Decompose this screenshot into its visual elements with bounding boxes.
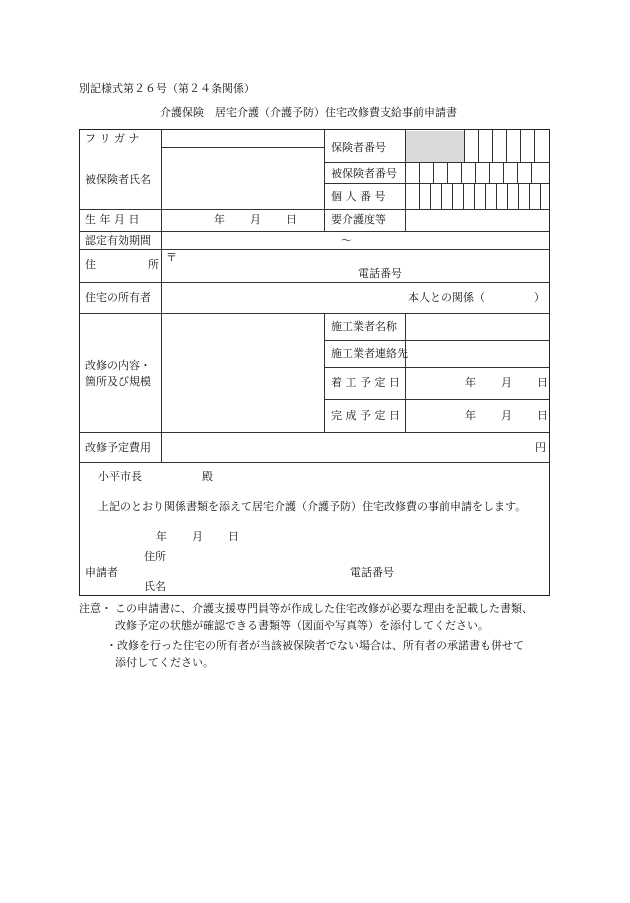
birth-month-unit: 月	[250, 213, 261, 226]
contractor-contact-input[interactable]	[408, 343, 550, 367]
row-line	[325, 399, 549, 400]
start-date-label: 着 工 予 定 日	[331, 376, 400, 389]
digit-box-line	[529, 183, 530, 209]
digit-box-line	[463, 183, 464, 209]
row-line	[325, 367, 549, 368]
digit-box-line	[506, 130, 507, 162]
insured-name-input[interactable]	[164, 149, 326, 209]
address-label-2: 所	[148, 258, 159, 271]
digit-box-line	[430, 183, 431, 209]
digit-box-line	[517, 162, 518, 183]
row-line	[80, 462, 549, 463]
personal-number-label: 個 人 番 号	[331, 190, 386, 203]
insured-number-label: 被保険者番号	[331, 167, 397, 180]
digit-box-line	[478, 130, 479, 162]
renovation-input[interactable]	[164, 316, 326, 432]
cert-period-input[interactable]	[408, 234, 550, 250]
form-title: 介護保険 居宅介護（介護予防）住宅改修費支給事前申請書	[160, 106, 457, 119]
digit-box-line	[474, 183, 475, 209]
digit-box-line	[433, 162, 434, 183]
end-month-unit: 月	[501, 409, 512, 422]
address-input[interactable]	[180, 251, 544, 267]
digit-box-line	[452, 183, 453, 209]
start-year-unit: 年	[465, 376, 476, 389]
digit-box-line	[475, 162, 476, 183]
birth-year-unit: 年	[214, 213, 225, 226]
insurer-number-label: 保険者番号	[331, 141, 386, 154]
row-line	[80, 282, 549, 283]
row-line	[325, 183, 549, 184]
end-date-label: 完 成 予 定 日	[331, 409, 400, 422]
form-number: 別記様式第２６号（第２４条関係）	[79, 82, 255, 95]
address-phone-label: 電話番号	[358, 267, 402, 280]
insured-name-label: 被保険者氏名	[85, 173, 151, 186]
start-day-unit: 日	[537, 376, 548, 389]
digit-box-line	[492, 130, 493, 162]
honorific-label: 殿	[202, 470, 213, 483]
furigana-input[interactable]	[164, 131, 326, 148]
start-month-unit: 月	[501, 376, 512, 389]
digit-box-line	[419, 162, 420, 183]
period-tilde: 〜	[341, 234, 352, 247]
application-form-table	[79, 129, 550, 596]
digit-box-line	[507, 183, 508, 209]
renovation-label: 改修の内容・ 箇所及び規模	[85, 359, 151, 388]
row-line	[80, 231, 549, 232]
row-line	[80, 209, 549, 210]
cost-label: 改修予定費用	[85, 441, 151, 454]
digit-box-line	[489, 162, 490, 183]
cert-period-label: 認定有効期間	[85, 234, 151, 247]
label-column-line	[161, 130, 162, 462]
note-line-3: ・改修を行った住宅の所有者が当該被保険者でない場合は、所有者の承諾書も併せて	[106, 639, 524, 652]
digit-box-line	[461, 162, 462, 183]
digit-box-line	[441, 183, 442, 209]
application-day-unit: 日	[228, 530, 239, 543]
digit-box-line	[520, 130, 521, 162]
owner-label: 住宅の所有者	[85, 291, 151, 304]
row-line	[80, 432, 549, 433]
birth-day-unit: 日	[286, 213, 297, 226]
digit-box-line	[531, 162, 532, 183]
end-day-unit: 日	[537, 409, 548, 422]
note-line-1: この申請書に、介護支援専門員等が作成した住宅改修が必要な理由を記載した書類、	[115, 602, 533, 615]
end-year-unit: 年	[465, 409, 476, 422]
addressee-label: 小平市長	[98, 470, 142, 483]
relation-close: ）	[534, 291, 545, 304]
row-line	[325, 162, 549, 163]
note-line-2: 改修予定の状態が確認できる書類等（図面や写真等）を添付してください。	[115, 619, 489, 632]
furigana-label: フ リ ガ ナ	[85, 132, 140, 145]
digit-box-line	[447, 162, 448, 183]
declaration-statement: 上記のとおり関係書類を添えて居宅介護（介護予防）住宅改修費の事前申請をします。	[98, 500, 527, 513]
digit-box-line	[534, 130, 535, 162]
application-month-unit: 月	[192, 530, 203, 543]
owner-input[interactable]	[164, 284, 398, 313]
contractor-name-input[interactable]	[408, 316, 550, 340]
digit-box-line	[419, 183, 420, 209]
postal-mark: 〒	[166, 251, 177, 264]
digit-box-line	[485, 183, 486, 209]
address-label-1: 住	[85, 258, 96, 271]
applicant-name-label: 氏名	[144, 580, 166, 593]
digit-box-line	[464, 130, 465, 162]
insurer-number-shaded-cell	[406, 131, 464, 162]
applicant-label: 申請者	[85, 566, 118, 579]
digit-box-line	[503, 162, 504, 183]
application-year-unit: 年	[156, 530, 167, 543]
contractor-contact-label: 施工業者連絡先	[331, 347, 408, 360]
digit-box-line	[496, 183, 497, 209]
applicant-address-label: 住所	[144, 550, 166, 563]
note-line-4: 添付してください。	[115, 656, 214, 669]
column-line	[405, 313, 406, 432]
care-level-label: 要介護度等	[331, 213, 386, 226]
relation-label: 本人との関係（	[408, 291, 485, 304]
contractor-name-label: 施工業者名称	[331, 320, 397, 333]
cost-input[interactable]	[164, 435, 528, 462]
row-line	[80, 313, 549, 314]
yen-unit: 円	[535, 441, 546, 454]
row-line	[325, 340, 549, 341]
birthdate-label: 生 年 月 日	[85, 213, 140, 226]
digit-box-line	[540, 183, 541, 209]
applicant-phone-label: 電話番号	[350, 566, 394, 579]
note-prefix: 注意・	[79, 602, 112, 615]
digit-box-line	[518, 183, 519, 209]
